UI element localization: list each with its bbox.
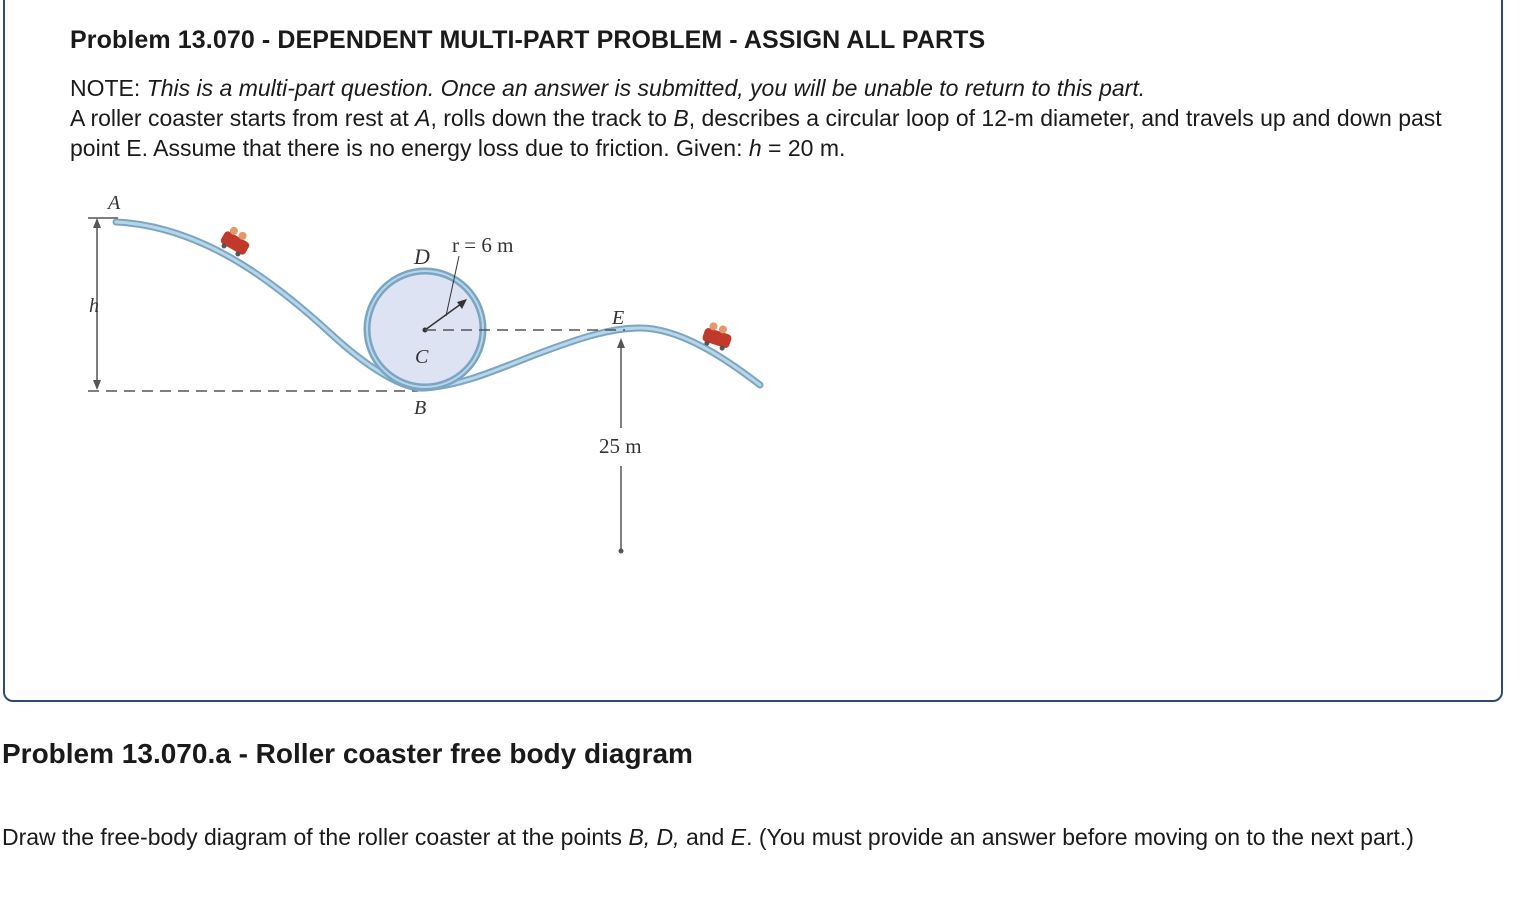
label-b: B — [414, 397, 427, 419]
desc-point-b: B — [673, 105, 689, 131]
part-a-title: Problem 13.070.a - Roller coaster free body diagram — [2, 738, 693, 769]
label-d: D — [414, 244, 430, 269]
label-h: h — [89, 295, 99, 317]
h-arrow-down-icon — [93, 380, 101, 390]
instr-points: B, D, — [628, 824, 680, 850]
problem-note — [70, 73, 1450, 163]
label-radius: r = 6 m — [452, 233, 514, 257]
part-a-instructions — [2, 822, 1502, 852]
label-e: E — [612, 307, 625, 329]
desc-part-4: = 20 m. — [761, 135, 846, 161]
label-a: A — [108, 192, 121, 214]
desc-var-h: h — [748, 135, 762, 161]
label-c: C — [415, 346, 429, 368]
desc-part-3: , describes a circular loop of 12-m diameter, and travels up and down past point E. Assume that there is no energy loss due to friction. Given: — [70, 105, 1442, 161]
note-prefix: NOTE: — [70, 75, 147, 101]
instr-point-e: E — [730, 824, 747, 850]
problem-title: Problem 13.070 - DEPENDENT MULTI-PART PROBLEM - ASSIGN ALL PARTS — [70, 26, 986, 54]
dim-25m-arrow-icon — [617, 338, 625, 348]
roller-coaster-figure — [80, 188, 780, 568]
desc-part-2: , rolls down the track to — [430, 105, 674, 131]
desc-part-1: A roller coaster starts from rest at — [70, 105, 416, 131]
dim-25m-end — [619, 549, 624, 554]
note-italic: This is a multi-part question. Once an answer is submitted, you will be unable to return to this part. — [146, 75, 1146, 101]
desc-point-a: A — [415, 105, 431, 131]
label-25m: 25 m — [599, 434, 642, 458]
instr-part-3: . (You must provide an answer before moving on to the next part.) — [746, 824, 1414, 850]
h-arrow-up-icon — [93, 218, 101, 228]
instr-part-1: Draw the free-body diagram of the roller coaster at the points — [2, 824, 629, 850]
instr-part-2: and — [679, 824, 731, 850]
